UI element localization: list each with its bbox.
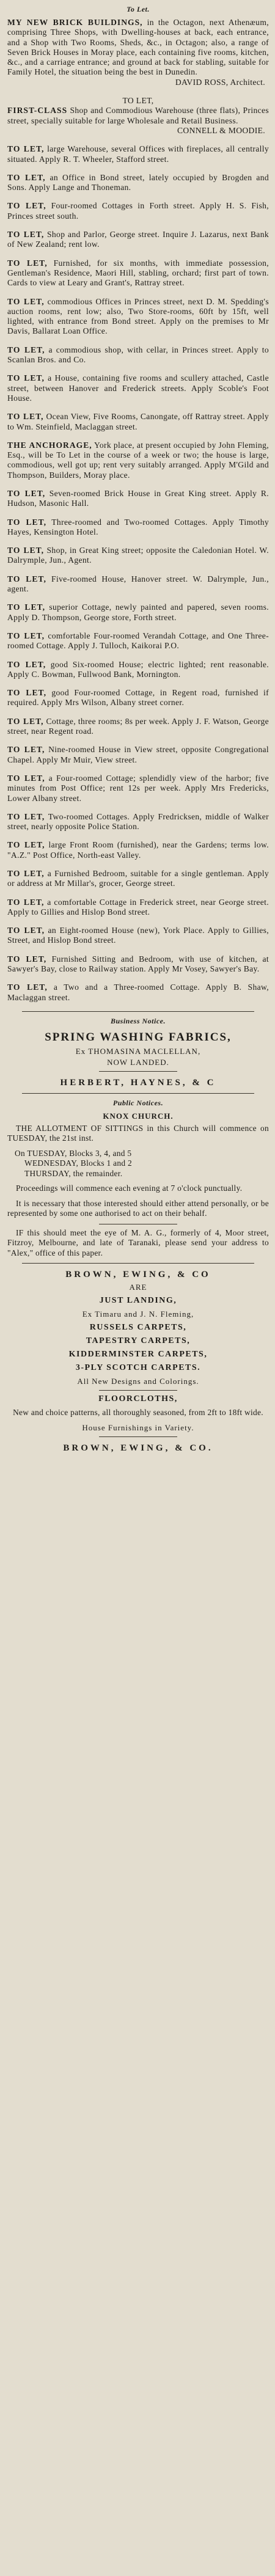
floorcloths-text: New and choice patterns, all thoroughly seasoned, from 2ft to 18ft wide. [13, 1408, 263, 1418]
divider [99, 1390, 177, 1391]
to-let-ad [7, 18, 269, 87]
ad-text: a commodious shop, with cellar, in Princes street. Apply to Scanlan Bros. and Co. [7, 345, 269, 365]
to-let-ad [7, 297, 269, 337]
to-let-ad [7, 230, 269, 250]
notice-paragraph [15, 1149, 269, 1179]
ad-text: a comfortable Cottage in Frederick street, near George street. Apply to Gillies and Hislop Bond street. [7, 897, 270, 917]
ad-text: Shop, in Great King street; opposite the Caledonian Hotel. W. Dalrymple, Jun., Agent. [7, 546, 270, 565]
ad-text: Shop and Parlor, George street. Inquire J. Lazarus, next Bank of New Zealand; rent low. [7, 230, 269, 249]
ad-text: Cottage, three rooms; 8s per week. Apply J. F. Watson, George street, near Regent road. [7, 716, 269, 736]
notice-paragraph [7, 1228, 269, 1259]
to-let-ad [7, 602, 269, 623]
to-let-ad [7, 201, 269, 221]
ad-lead: TO LET, [7, 230, 45, 240]
brown-ewing-are: ARE [129, 1283, 147, 1292]
ad-text: a Two and a Three-roomed Cottage. Apply B. Shaw, Maclaggan street. [7, 982, 270, 1002]
brown-ewing-firm-footer: BROWN, EWING, & CO. [63, 1443, 213, 1453]
to-let-ad [7, 173, 269, 193]
ad-lead: TO LET, [7, 373, 45, 383]
ad-text: a House, containing five rooms and scullery attached, Castle street, between Hanover and Frederick streets. Apply Scoble's Foot House. [7, 373, 269, 403]
ad-lead: TO LET, [7, 840, 45, 850]
ad-lead: TO LET, [7, 926, 45, 935]
ad-lead: TO LET, [7, 574, 46, 584]
ad-text: Two-roomed Cottages. Apply Fredricksen, middle of Walker street, nearly opposite Police Station. [7, 811, 269, 832]
to-let-ad [7, 258, 269, 288]
ad-lead: TO LET, [7, 412, 44, 422]
ad-text: Five-roomed House, Hanover street. W. Dalrymple, Jun., agent. [7, 574, 269, 594]
section-header-to-let: To Let. [127, 5, 150, 13]
ad-lead: TO LET, [7, 546, 45, 555]
to-let-ad [7, 96, 269, 136]
ad-lead: TO LET, [7, 602, 45, 612]
ad-lead: TO LET, [7, 296, 45, 306]
notice-paragraph [7, 1184, 269, 1194]
to-let-ad [7, 954, 269, 975]
business-firm: HERBERT, HAYNES, & C [60, 1077, 216, 1088]
ad-lead: TO LET, [7, 345, 45, 354]
ad-text: large Front Room (furnished), near the Gardens; terms low. "A.Z." Post Office, North-east Valley. [7, 840, 269, 860]
notice-text: IF this should meet the eye of M. A. G., formerly of 4, Moor street, Fitzroy, Melbourne, and late of Taranaki, please send your address to "Alex," office of this paper. [7, 1228, 269, 1257]
carpet-item: 3-PLY SCOTCH CARPETS. [75, 1363, 201, 1373]
ad-text: Shop and Commodious Warehouse (three flats), Princes street, specially suitable for large Wholesale and Retail Business. [7, 106, 269, 125]
ad-lead: TO LET, [7, 488, 46, 498]
brown-ewing-landing: JUST LANDING, [99, 1296, 177, 1306]
to-let-ad [7, 898, 269, 918]
section-header-public: Public Notices. [112, 1098, 164, 1107]
ad-lead: TO LET, [7, 869, 45, 878]
ad-text: York place, at present occupied by John Fleming, Esq., will be To Let in the course of a week or two; the house is large, commodious, well got up; rent very suitably arranged. Apply M'Gild and Thompson, Builders, Moray place. [7, 440, 269, 480]
to-let-ad [7, 574, 269, 595]
ad-text: Three-roomed and Two-roomed Cottages. Apply Timothy Hayes, Kensington Hotel. [7, 517, 269, 536]
to-let-ad [7, 745, 269, 765]
ad-text: a Four-roomed Cottage; splendidly view of the harbor; five minutes from Post Office; rent 12s per week. Apply Mrs Fredericks, Lower Albany street. [7, 773, 270, 803]
divider [99, 1436, 177, 1437]
to-let-ad [7, 518, 269, 538]
brown-ewing-ex: Ex Timaru and J. N. Fleming, [82, 1309, 194, 1319]
notice-text: THE ALLOTMENT OF SITTINGS in this Church will commence on TUESDAY, the 21st inst. [7, 1123, 269, 1143]
ad-lead: FIRST-CLASS [7, 106, 68, 115]
carpet-item: RUSSELS CARPETS, [89, 1323, 187, 1333]
ad-lead: THE ANCHORAGE, [7, 440, 92, 450]
ad-text: a Furnished Bedroom, suitable for a single gentleman. Apply or address at Mr Millar's, grocer, George street. [7, 869, 270, 888]
brown-ewing-firm: BROWN, EWING, & CO [65, 1270, 211, 1280]
ad-title: TO LET, [122, 96, 154, 106]
to-let-ad [7, 489, 269, 509]
to-let-ad [7, 982, 269, 1003]
ad-lead: TO LET, [7, 982, 48, 992]
carpet-item: KIDDERMINSTER CARPETS, [68, 1350, 208, 1359]
to-let-ad [7, 717, 269, 737]
ad-text: superior Cottage, newly painted and papered, seven rooms. Apply D. Thompson, George store, Forth street. [7, 602, 270, 622]
to-let-ad [7, 631, 269, 651]
notice-line: THURSDAY, the remainder. [24, 1168, 123, 1178]
to-let-ad [7, 840, 269, 860]
notice-line: On TUESDAY, Blocks 3, 4, and 5 [15, 1148, 132, 1158]
brown-ewing-designs: All New Designs and Colorings. [77, 1377, 199, 1386]
ad-lead: TO LET, [7, 144, 45, 154]
divider [22, 1263, 254, 1264]
to-let-ad [7, 812, 269, 832]
divider [22, 1093, 254, 1094]
to-let-ad [7, 144, 269, 164]
ad-text: an Eight-roomed House (new), York Place. Apply to Gillies, Street, and Hislop Bond street. [7, 926, 270, 945]
ad-text: commodious Offices in Princes street, next D. M. Spedding's auction rooms, rent low; also, Two Store-rooms, 60ft by 15ft, well lighted, with entrance from Bond street. Apply on the premises to Mr Davis, Ballarat Loan Office. [7, 296, 269, 336]
ad-text: Nine-roomed House in View street, opposite Congregational Chapel. Apply Mr Muir, View street. [7, 745, 270, 764]
brown-ewing-furnishing: House Furnishings in Variety. [82, 1422, 194, 1432]
ad-signature: DAVID ROSS, Architect. [175, 77, 265, 87]
floorcloths-title: FLOORCLOTHS, [98, 1394, 178, 1404]
ad-text: in the Octagon, next Athenæum, comprising Three Shops, with Dwelling-houses at back, each entrance, and a Shop with Two Rooms, Sheds, &c., in Octagon; also, a range of Seven Brick Houses in Moray place, each containing five rooms, kitchen, &c., and a carriage entrance; and ground at back for stabling, suitable for Family Hotel, the situation being the best in Dunedin. [7, 18, 269, 77]
divider [99, 1071, 177, 1072]
section-header-business: Business Notice. [110, 1016, 166, 1025]
to-let-ad [7, 660, 269, 680]
ad-lead: TO LET, [7, 201, 46, 211]
ad-lead: TO LET, [7, 954, 47, 964]
notice-line: WEDNESDAY, Blocks 1 and 2 [24, 1158, 132, 1168]
ad-lead: TO LET, [7, 773, 45, 783]
ad-lead: TO LET, [7, 258, 48, 268]
business-landed: NOW LANDED. [107, 1057, 169, 1067]
notice-text: Proceedings will commence each evening at 7 o'clock punctually. [16, 1184, 243, 1193]
carpet-item: TAPESTRY CARPETS, [86, 1336, 191, 1346]
ad-text: large Warehouse, several Offices with fireplaces, all centrally situated. Apply R. T. Wheeler, Stafford street. [7, 144, 270, 164]
ad-lead: TO LET, [7, 172, 46, 182]
notice-paragraph [7, 1199, 269, 1219]
to-let-ad [7, 688, 269, 708]
to-let-ad [7, 345, 269, 365]
notice-text: It is necessary that those interested should either attend personally, or be represented by some one authorised to act on their behalf. [7, 1198, 269, 1218]
ad-text: Seven-roomed Brick House in Great King street. Apply R. Hudson, Masonic Hall. [7, 488, 269, 508]
church-title: KNOX CHURCH. [103, 1111, 174, 1121]
ad-text: Four-roomed Cottages in Forth street. Apply H. S. Fish, Princes street south. [7, 201, 270, 221]
to-let-ad [7, 412, 269, 432]
ad-signature: CONNELL & MOODIE. [177, 125, 265, 135]
ad-text: Furnished, for six months, with immediate possession, Gentleman's Residence, Maori Hill, stabling, orchard; first part of town. Cards to view at Leary and Grant's, Rattray street. [7, 258, 269, 288]
to-let-ad [7, 441, 269, 480]
ad-text: comfortable Four-roomed Verandah Cottage, and One Three-roomed Cottage. Apply J. Tulloch, Kaikorai P.O. [7, 631, 270, 651]
ad-lead: TO LET, [7, 716, 44, 726]
ad-lead: TO LET, [7, 659, 46, 669]
divider [22, 1011, 254, 1012]
ad-text: Furnished Sitting and Bedroom, with use of kitchen, at Sawyer's Bay, close to Railway station. Apply Mr Vosey, Sawyer's Bay. [7, 954, 269, 974]
ad-lead: TO LET, [7, 811, 45, 821]
to-let-ad [7, 774, 269, 803]
to-let-ad [7, 926, 269, 946]
notice-paragraph [7, 1124, 269, 1144]
to-let-ad [7, 373, 269, 403]
ad-lead: TO LET, [7, 688, 47, 698]
ad-text: Ocean View, Five Rooms, Canongate, off Rattray street. Apply to Wm. Steinfield, Maclaggan street. [7, 412, 270, 431]
ad-lead: TO LET, [7, 897, 45, 907]
ad-lead: TO LET, [7, 517, 47, 527]
to-let-ad [7, 869, 269, 889]
ad-text: an Office in Bond street, lately occupied by Brogden and Sons. Apply Lange and Thoneman. [7, 172, 269, 192]
ad-lead: TO LET, [7, 631, 45, 640]
business-headline: SPRING WASHING FABRICS, [45, 1030, 232, 1044]
ad-text: good Four-roomed Cottage, in Regent road, furnished if required. Apply Mrs Wilson, Albany street corner. [7, 688, 270, 708]
ad-lead: TO LET, [7, 745, 45, 755]
ad-text: good Six-roomed House; electric lighted; rent reasonable. Apply C. Bowman, Fullwood Bank, Mornington. [7, 659, 270, 679]
to-let-ad [7, 546, 269, 566]
business-ship: Ex THOMASINA MACLELLAN, [75, 1046, 201, 1056]
ad-lead: MY NEW BRICK BUILDINGS, [7, 18, 143, 27]
